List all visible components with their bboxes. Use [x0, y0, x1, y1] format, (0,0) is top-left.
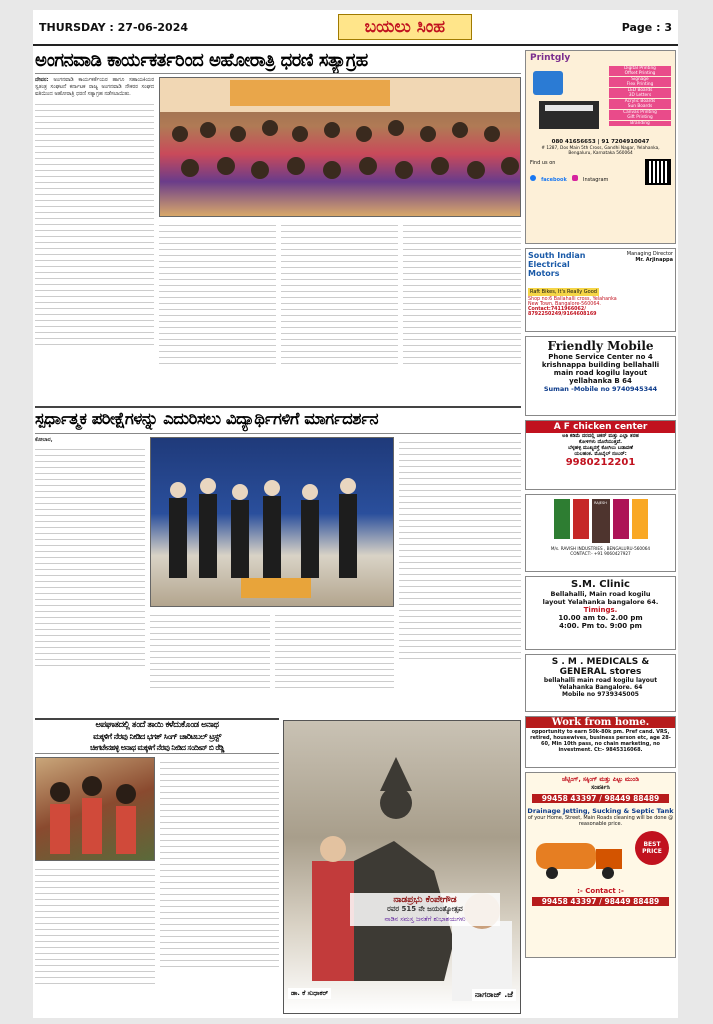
south-indian-motors-ad [525, 248, 676, 332]
best-price-badge [635, 831, 669, 865]
motors-role: Managing Director [626, 251, 673, 257]
sm-medicals-ad [525, 654, 676, 712]
clinic-time-2: 4:00. Pm to. 9:00 pm [559, 622, 642, 630]
protest-crowd-illustration [160, 78, 520, 217]
service-item: Acrylic Boards [609, 99, 671, 104]
chicken-center-ad [525, 420, 676, 490]
main-news-area [35, 50, 521, 1016]
right-name-label: ನಾಗರಾಜ್ .ಜೆ [472, 989, 516, 1001]
product-pack [613, 499, 629, 539]
article-text-column [35, 437, 145, 712]
rajesh-name: M/s. RAVISH INDUSTRIES , BENGALURU-560064 [550, 546, 651, 551]
friendly-line-2: krishnappa building bellahalli [541, 361, 660, 369]
qr-code-icon [645, 159, 671, 185]
medicals-line-2: Yelahanka Bangalore. 64 [558, 684, 643, 691]
article-text-column [150, 610, 270, 712]
chicken-title: A F chicken center [526, 421, 675, 433]
article-competitive-exams [35, 406, 521, 714]
medicals-title-2: GENERAL stores [559, 667, 642, 677]
rajesh-brand: RAJESH [594, 501, 607, 505]
motors-shop: Shop no:6 Ballahalli cross, Yelahanka New Town, Bangalore-560064. [528, 297, 617, 307]
page-number: Page : 3 [621, 20, 672, 34]
badge-top: BEST [643, 841, 661, 848]
chicken-phone: 9980212201 [565, 457, 636, 468]
medicals-line-1: bellahalli main road kogilu layout [543, 677, 658, 684]
motors-name: South Indian Electrical Motors [528, 251, 586, 278]
dateline: ದೇವನ: [35, 77, 49, 83]
facebook-icon [530, 175, 536, 181]
article-headline-line-3: ಚೀಗಟೇನಹಳ್ಳಿ ಅನಾಥ ಮಕ್ಕಳಿಗೆ ನೆರವು ನೀಡಿದ ಸಂದೀಪ್ ಬಿ ರೆಡ್ಡಿ [35, 742, 279, 754]
service-item: Gift Printing [609, 115, 671, 120]
friendly-line-3: main road kogilu layout [553, 369, 648, 377]
clinic-time-1: 10.00 am to. 2.00 pm [558, 614, 643, 622]
service-item: Digital Printing [609, 66, 671, 71]
kempegowda-line-3: ನಾಡಿನ ಸಮಸ್ತ ಜನತೆಗೆ ಶುಭಾಶಯಗಳು [384, 915, 466, 923]
medicals-title-1: S . M . MEDICALS & [551, 657, 650, 667]
motors-contact: Contact:7411966062/ 8792250249/9164608169 [528, 307, 597, 317]
chicken-line-4: ಯಲಹಂಕ. ಮೊಬೈಲ್ ನಂಬರ್: [574, 451, 627, 457]
protest-photo [159, 77, 521, 217]
service-item: 3D Letters [609, 93, 671, 98]
friendly-line-4: yellahanka B 64 [569, 377, 632, 385]
product-pack [554, 499, 570, 539]
instagram-label: Instagram [582, 176, 609, 183]
service-item: Branding [609, 121, 671, 126]
article-text-column [403, 220, 521, 400]
rajesh-contact: CONTACT:- +91 9060427927 [570, 551, 631, 556]
printing-ad [525, 50, 676, 244]
article-headline-line-1: ಅಪಘಾತದಲ್ಲಿ ತಂದೆ ತಾಯಿ ಕಳೆದುಕೊಂಡ ಅನಾಥ [95, 720, 219, 730]
article-anganwadi [35, 50, 521, 402]
article-text-column [399, 437, 521, 712]
drainage-phone-2: 99458 43397 / 98449 88489 [532, 897, 669, 906]
chicken-line-3: ಬೆಳ್ಳಹಳ್ಳಿ ಮುಖ್ಯರಸ್ತೆ ಕೋಗಿಲು ಬಡಾವಣೆ [568, 445, 633, 451]
drainage-phone: 99458 43397 / 98449 88489 [532, 794, 669, 803]
instagram-icon [572, 175, 578, 181]
rajesh-products-ad [525, 494, 676, 572]
article-headline: ಸ್ಪರ್ಧಾತ್ಮಕ ಪರೀಕ್ಷೆಗಳನ್ನು ಎದುರಿಸಲು ವಿದ್ಯಾರ್ಥಿಗಳಿಗೆ ಮಾರ್ಗದರ್ಶನ [35, 408, 521, 434]
article-text-column [35, 864, 155, 1012]
wfh-title: Work from home. [526, 717, 675, 728]
tanker-truck-icon [536, 833, 636, 883]
article-text-column [160, 757, 279, 1012]
dignitaries-illustration [151, 438, 393, 607]
friendly-mobile-ad [525, 336, 676, 416]
drainage-contact-label: :- Contact :- [577, 887, 624, 895]
friendly-line-1: Phone Service Center no 4 [548, 353, 653, 361]
article-text-column [159, 220, 276, 400]
service-item: LED Boards [609, 88, 671, 93]
wfh-body: opportunity to earn 50k-80k pm. Pref cand. VRS, retired, housewives, business person etc, age 28-60, Min 10th pass, no chain marketing, no investment. Ct:- 9845316068. [530, 729, 671, 753]
clinic-line-1: Bellahalli, Main road kogilu [550, 590, 651, 598]
friendly-mobile-title: Friendly Mobile [547, 339, 654, 353]
drainage-desc: of your Home, Street, Main Roads cleaning will be done @ reasonable price. [527, 815, 674, 827]
find-us-label: Find us on [530, 159, 556, 166]
medicals-mobile: Mobile no 9739345005 [562, 691, 639, 698]
left-name-label: ಡಾ. ಕೆ ಸುಧಾಕರ್ [288, 988, 331, 999]
drainage-sub: ಸಂಪರ್ಕಿಸಿ [591, 784, 610, 791]
article-body: ಅಂಗನವಾಡಿ ಕಾರ್ಯಕರ್ತೆಯರ ಹಾಗೂ ಸಹಾಯಕಿಯರ ಸ್ವತಂತ್ರ ಸಂಘಟನೆ ಕರ್ನಾಟಕ ರಾಜ್ಯ ಅಂಗನವಾಡಿ ನೌಕರರ ಸಂಘದ ವತಿಯಿಂದ ಅಹೋರಾತ್ರಿ ಧರಣಿ ಸತ್ಯಾಗ್ರಹ ನಡೆಸಲಾಯಿತು. [35, 77, 154, 97]
product-pack [573, 499, 589, 539]
facebook-label: facebook [541, 176, 567, 183]
services-list [609, 65, 671, 135]
work-from-home-ad [525, 716, 676, 768]
drainage-ad [525, 772, 676, 958]
clinic-title: S.M. Clinic [571, 579, 630, 590]
ad-caption-box [350, 893, 500, 926]
clinic-timings-label: Timings. [583, 606, 618, 614]
product-pack [592, 499, 610, 543]
service-item: Sun Boards [609, 104, 671, 109]
friendly-contact: Suman -Mobile no 9740945344 [543, 385, 658, 393]
kempegowda-line-2: ರವರ 515 ನೇ ಜಯಂತ್ಯೋತ್ಸವ [387, 905, 463, 913]
masthead [33, 10, 678, 46]
motors-person: Mr. Arjinappa [635, 257, 673, 263]
service-item: Canvas Printing [609, 110, 671, 115]
clinic-line-2: layout Yelahanka bangalore 64. [542, 598, 659, 606]
article-text-column [35, 77, 154, 400]
ads-column [525, 50, 676, 1016]
kempegowda-statue-illustration [284, 721, 520, 1013]
printing-brand: Printgly [530, 53, 571, 63]
kempegowda-line-1: ನಾಡಪ್ರಭು ಕೆಂಪೇಗೌಡ [393, 895, 457, 905]
text-lines [35, 100, 154, 345]
newspaper-page [33, 10, 678, 1018]
article-text-column [281, 220, 398, 400]
printer-icon [529, 65, 609, 135]
chicken-line-2: ಕೋಳಿಗಳು ದೊರೆಯುತ್ತವೆ. [578, 439, 623, 445]
article-orphan-help [35, 718, 279, 1016]
drainage-header: ಜೆಟ್ಟಿಂಗ್, ಸಕ್ಕಿಂಗ್ ಮತ್ತು ಪಿಟ್ಟು ಮುಂಡಿ [562, 776, 639, 783]
event-photo [150, 437, 394, 607]
motors-tagline: Raft Bikes, It's Really Good [530, 289, 597, 295]
printer-illustration [529, 65, 609, 135]
article-headline: ಅಂಗನವಾಡಿ ಕಾರ್ಯಕರ್ತರಿಂದ ಅಹೋರಾತ್ರಿ ಧರಣಿ ಸತ್ಯಾಗ್ರಹ [35, 50, 521, 74]
sm-clinic-ad [525, 576, 676, 650]
article-headline-line-2: ಮಕ್ಕಳಿಗೆ ನೆರವು ನೀಡಿದ ಭಗತ್ ಸಿಂಗ್ ಚಾರಿಟಬಲ್ ಟ್ರಸ್ಟ್ [93, 732, 221, 741]
dateline: ಕೋಲಾರ, [35, 437, 53, 443]
chicken-line-1: ಅತಿ ಕಡಿಮೆ ದರದಲ್ಲಿ ಚಿಕನ್ ಮತ್ತು ಎಲ್ಲಾ ತರಹ [562, 433, 639, 439]
product-pack [632, 499, 648, 539]
family-illustration [36, 758, 154, 861]
kempegowda-jayanti-ad [283, 720, 521, 1014]
service-item: Flex Printing [609, 82, 671, 87]
drainage-title: Drainage Jetting, Sucking & Septic Tank [527, 807, 674, 815]
article-text-column [275, 610, 394, 712]
service-item: Signage [609, 77, 671, 82]
badge-bottom: PRICE [642, 848, 662, 855]
printing-address: # 1287, Dos Main 5th Cross, Gandhi Nagar, Yelahanka, Bengaluru, Karnataka 560064 [541, 146, 660, 156]
newspaper-title: ಬಯಲು ಸಿಂಹ [338, 14, 472, 40]
charity-photo [35, 757, 155, 861]
issue-date: THURSDAY : 27-06-2024 [39, 20, 189, 34]
printing-phone: 080 41656653 | 91 7204910047 [551, 139, 650, 145]
service-item: Offset Printing [609, 71, 671, 76]
